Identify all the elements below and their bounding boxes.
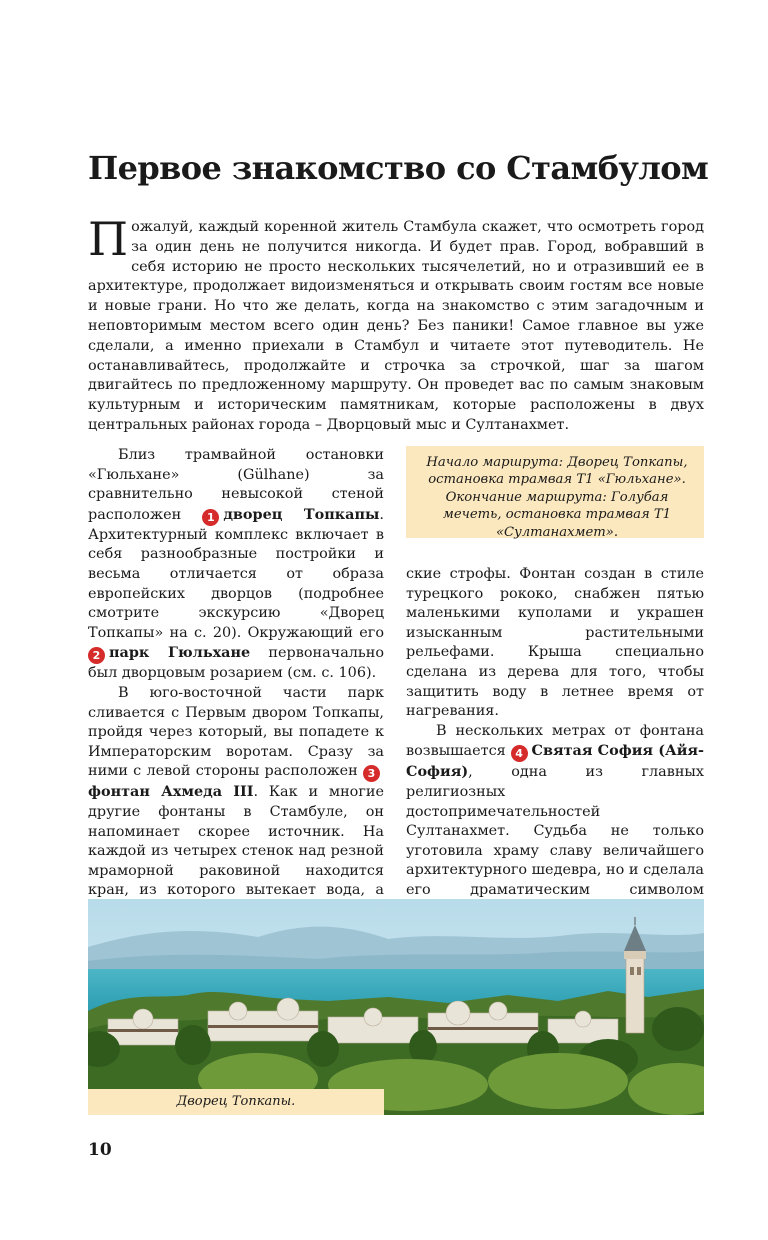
place-ahmed-fountain: фонтан Ахмеда III xyxy=(88,783,254,801)
page-number: 10 xyxy=(88,1140,112,1160)
body-text: , одна из главных религиозных достопримечательностей Султанахмет. Судьба не только уготовила храму славу величайшего архитектурного шедевра, но и сделала его драматическим символом xyxy=(406,764,704,898)
marker-3-badge: 3 xyxy=(363,765,380,782)
body-text: . Как и многие другие фонтаны в Стамбуле, он напоминает скорее источник. На каждой из четырех стенок над резной мраморной раковиной находится кран, из которого вытекает вода, а xyxy=(88,784,384,899)
place-topkapi: дворец Топкапы xyxy=(223,505,380,523)
photo-caption: Дворец Топкапы. xyxy=(88,1089,384,1115)
intro-paragraph xyxy=(88,212,704,436)
body-paragraph-continued: ские строфы. Фонтан создан в стиле турецкого рококо, снабжен пятью маленькими куполами и украшен изысканным растительными рельефами. Крыша специально сделана из дерева для того, чтобы защитить воду в летнее время от нагревания. xyxy=(406,566,704,720)
body-text: Близ трамвайной остановки «Гюльхане» (Gülhane) за сравнительно невысокой стеной расположен xyxy=(88,447,384,523)
body-paragraph xyxy=(88,446,384,684)
topkapi-panorama-image xyxy=(88,899,704,1115)
place-hagia-sophia: Святая София (Айя-София) xyxy=(406,742,704,781)
route-start: Начало маршрута: Дворец Топкапы, остановка трамвая Т1 «Гюльхане». xyxy=(426,455,688,488)
route-end: Окончание маршрута: Голубая мечеть, остановка трамвая Т1 «Султанахмет». xyxy=(442,489,672,540)
left-column xyxy=(88,446,384,940)
intro-text: ожалуй, каждый коренной житель Стамбула скажет, что осмотреть город за один день не получится никогда. И будет прав. Город, вобравший в себя историю не просто нескольких тысячелетий, но и отразивший ее в архитектуре, продолжает видоизменяться и открывать своим гостям все новые и новые грани. Но что же делать, когда на знакомство с этим загадочным и неповторимым местом всего один день? Без паники! Самое главное вы уже сделали, а именно приехали в Стамбул и читаете этот путеводитель. Не останавливайтесь, продолжайте и строчка за строчкой, шаг за шагом двигайтесь по предложенному маршруту. Он проведет вас по самым знаковым культурным и историческим памятникам, которые расположены в двух центральных районах города – Дворцовый мыс и Султанахмет. xyxy=(88,219,704,433)
body-text: В юго-восточной части парк сливается с Первым двором Топкапы, пройдя через который, вы попадете к Императорским воротам. Сразу за ними с левой стороны расположен xyxy=(88,684,384,780)
marker-4-badge: 4 xyxy=(511,745,528,762)
page-title: Первое знакомство со Стамбулом xyxy=(88,149,709,187)
topkapi-photo xyxy=(88,899,704,1115)
drop-cap: П xyxy=(88,212,129,266)
route-info-box xyxy=(406,446,704,538)
place-gulhane-park: парк Гюльхане xyxy=(109,644,251,662)
body-text: В нескольких метрах от фонтана возвышается xyxy=(406,722,704,760)
marker-2-badge: 2 xyxy=(88,647,105,664)
body-text: . Архитектурный комплекс включает в себя разнообразные постройки и весьма отличается от образа европейских дворцов (подробнее смотрите экскурсию «Дворец Топкапы» на с. 20). Окружающий его xyxy=(88,506,384,641)
body-text: первоначально был дворцовым розарием (см. с. 106). xyxy=(88,645,384,682)
marker-1-badge: 1 xyxy=(202,509,219,526)
